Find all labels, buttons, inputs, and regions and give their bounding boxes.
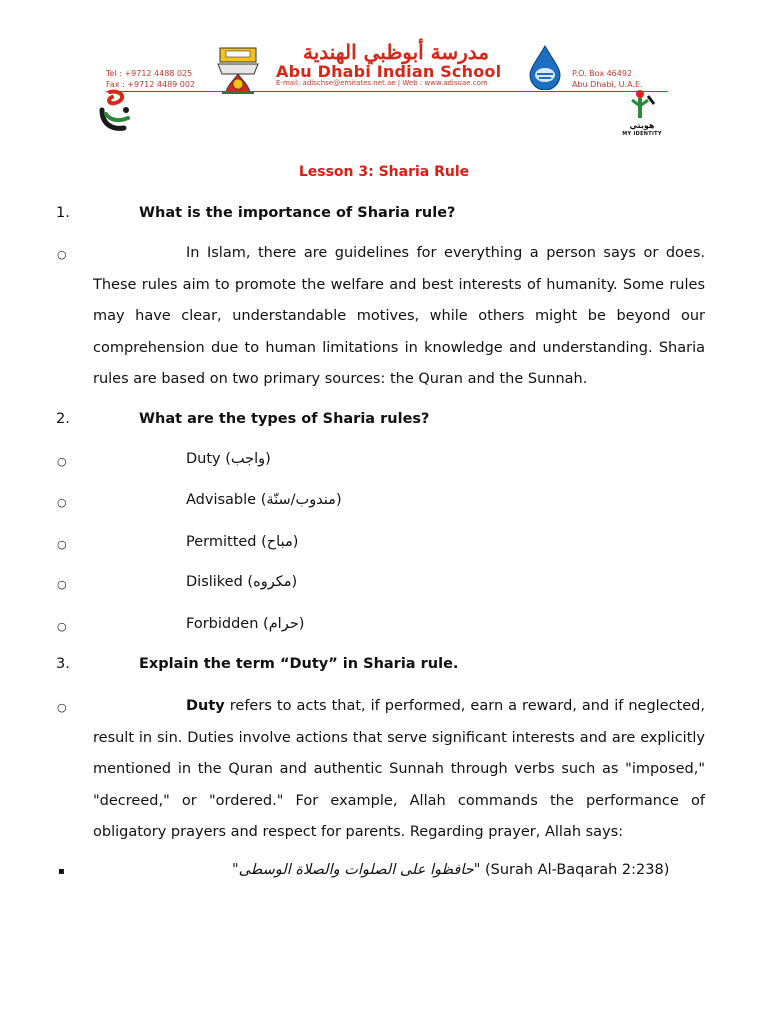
- bullet-2-5: ○: [57, 620, 67, 633]
- bullet-2-2: ○: [57, 496, 67, 509]
- type-advisable: Advisable (مندوب/سنّة): [186, 492, 342, 508]
- my-identity-logo: [620, 88, 664, 122]
- bullet-2-4: ○: [57, 578, 67, 591]
- question-1: What is the importance of Sharia rule?: [139, 205, 456, 221]
- question-number-1: 1.: [56, 205, 70, 221]
- school-crest-logo: [212, 44, 264, 96]
- question-number-2: 2.: [56, 411, 70, 427]
- type-permitted: Permitted (مباح): [186, 534, 299, 550]
- header-email-web: E-mail: adischse@emirates.net.ae | Web : www.adisuae.com: [276, 79, 488, 87]
- header-po-box: P.O. Box 46492: [572, 69, 633, 78]
- school-name-english: Abu Dhabi Indian School: [276, 62, 502, 81]
- my-identity-arabic: هويتي: [629, 121, 655, 130]
- bullet-1: ○: [57, 248, 67, 261]
- quran-verse-arabic: "حافظوا على الصلوات والصلاة الوسطى": [232, 862, 481, 878]
- duty-term: Duty: [186, 698, 225, 714]
- quran-reference: (Surah Al-Baqarah 2:238): [484, 862, 670, 878]
- question-2: What are the types of Sharia rules?: [139, 411, 430, 427]
- bullet-2-3: ○: [57, 538, 67, 551]
- question-3: Explain the term “Duty” in Sharia rule.: [139, 656, 459, 672]
- answer-1-paragraph: In Islam, there are guidelines for everything a person says or does. These rules aim to promote the welfare and best interests of humanity. Some rules may have clear, understandable motives, while others might be beyond our comprehension due to human limitations in knowledge and understanding. Sharia rules are based on two primary sources: the Quran and the Sunnah.: [93, 245, 705, 387]
- type-forbidden: Forbidden (حرام): [186, 616, 305, 632]
- square-bullet: ▪: [58, 866, 65, 877]
- bullet-3: ○: [57, 701, 67, 714]
- question-number-3: 3.: [56, 656, 70, 672]
- header-fax: Fax : +9712 4489 002: [106, 80, 196, 89]
- quran-quote: [232, 862, 669, 878]
- type-duty: Duty (واجب): [186, 451, 271, 467]
- header-tel: Tel : +9712 4488 025: [106, 69, 193, 78]
- water-drop-logo: [527, 44, 563, 90]
- type-disliked: Disliked (مكروه): [186, 574, 298, 590]
- school-name-arabic: مدرسة أبوظبي الهندية: [302, 40, 490, 64]
- bullet-2-1: ○: [57, 455, 67, 468]
- answer-3-paragraph: [93, 691, 705, 849]
- duty-definition: refers to acts that, if performed, earn a reward, and if neglected, result in sin. Duties involve actions that serve significant interests and are explicitly mentioned in the Quran and authentic Sunnah through verbs such as "imposed," "decreed," or "ordered." For example, Allah commands the performance of obligatory prayers and respect for parents. Regarding prayer, Allah says:: [93, 698, 705, 840]
- my-identity-english: MY IDENTITY: [622, 131, 662, 137]
- calligraphy-emblem-logo: [96, 88, 140, 134]
- header-city: Abu Dhabi, U.A.E.: [572, 80, 643, 89]
- header-divider: [106, 91, 668, 92]
- lesson-title: Lesson 3: Sharia Rule: [298, 164, 470, 180]
